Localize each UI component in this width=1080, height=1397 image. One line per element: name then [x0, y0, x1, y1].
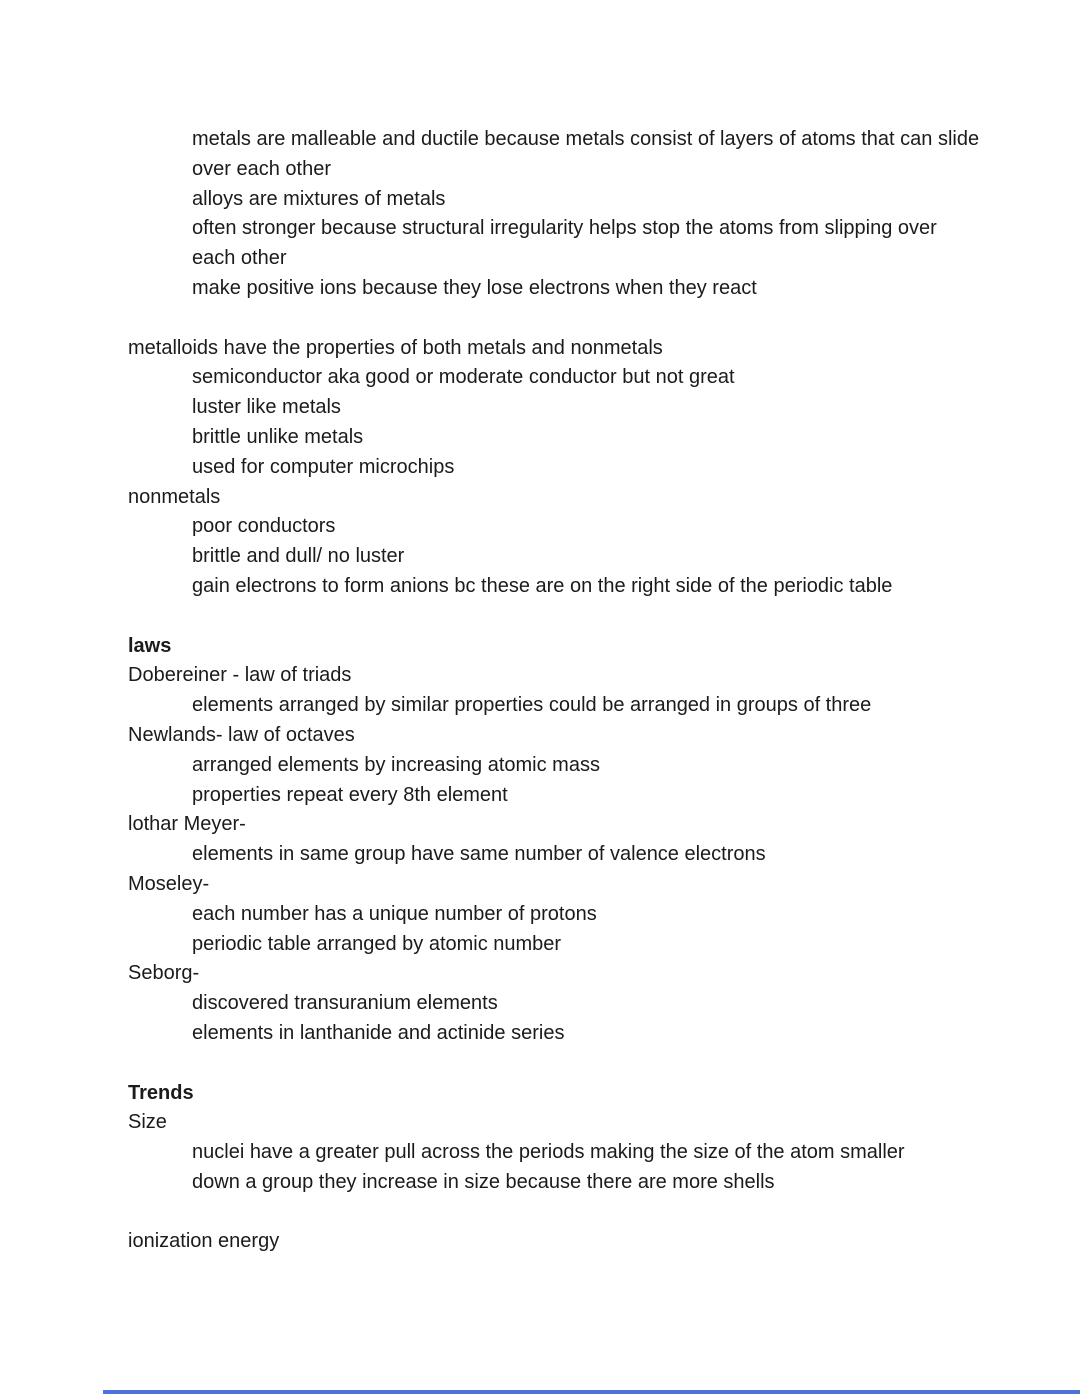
text-line: elements in lanthanide and actinide series [192, 1021, 565, 1044]
text-line: nonmetals [128, 485, 221, 508]
text-line: each other [192, 247, 287, 270]
text-line: nuclei have a greater pull across the periods making the size of the atom smaller [192, 1141, 905, 1164]
text-line: arranged elements by increasing atomic mass [192, 753, 600, 776]
text-line: used for computer microchips [192, 455, 455, 478]
blank-line [0, 1198, 1080, 1228]
text-line: lothar Meyer- [128, 813, 246, 836]
text-line: semiconductor aka good or moderate conductor but not great [192, 366, 735, 389]
text-line: Moseley- [128, 872, 210, 895]
text-line: properties repeat every 8th element [192, 783, 508, 806]
text-line: metalloids have the properties of both metals and nonmetals [128, 336, 663, 359]
text-line: periodic table arranged by atomic number [192, 932, 562, 955]
text-line: Seborg- [128, 962, 200, 985]
text-line: over each other [192, 157, 331, 180]
text-line: make positive ions because they lose electrons when they react [192, 276, 757, 299]
text-line: poor conductors [192, 515, 336, 538]
text-line: Size [128, 1111, 167, 1134]
text-line: down a group they increase in size because there are more shells [192, 1170, 775, 1193]
clipped-bottom-rule [103, 1390, 1080, 1394]
blank-line [0, 1049, 1080, 1079]
text-line: elements arranged by similar properties could be arranged in groups of three [192, 694, 872, 717]
section-heading: Trends [128, 1081, 194, 1104]
text-line: metals are malleable and ductile because metals consist of layers of atoms that can slide [192, 128, 980, 150]
text-line: often stronger because structural irregularity helps stop the atoms from slipping over [192, 217, 937, 240]
text-line: discovered transuranium elements [192, 992, 498, 1015]
text-line: Dobereiner - law of triads [128, 664, 352, 687]
text-line: elements in same group have same number of valence electrons [192, 843, 766, 866]
text-line: Newlands- law of octaves [128, 723, 355, 746]
text-line: brittle unlike metals [192, 425, 364, 448]
text-line: ionization energy [128, 1230, 280, 1253]
notes-document [0, 125, 1080, 1257]
blank-line [0, 304, 1080, 334]
text-line: each number has a unique number of protons [192, 902, 597, 925]
text-line: luster like metals [192, 396, 341, 419]
text-line: brittle and dull/ no luster [192, 545, 405, 568]
blank-line [0, 602, 1080, 632]
text-line: gain electrons to form anions bc these are on the right side of the periodic table [192, 574, 893, 597]
text-line: alloys are mixtures of metals [192, 187, 446, 210]
section-heading: laws [128, 634, 172, 657]
